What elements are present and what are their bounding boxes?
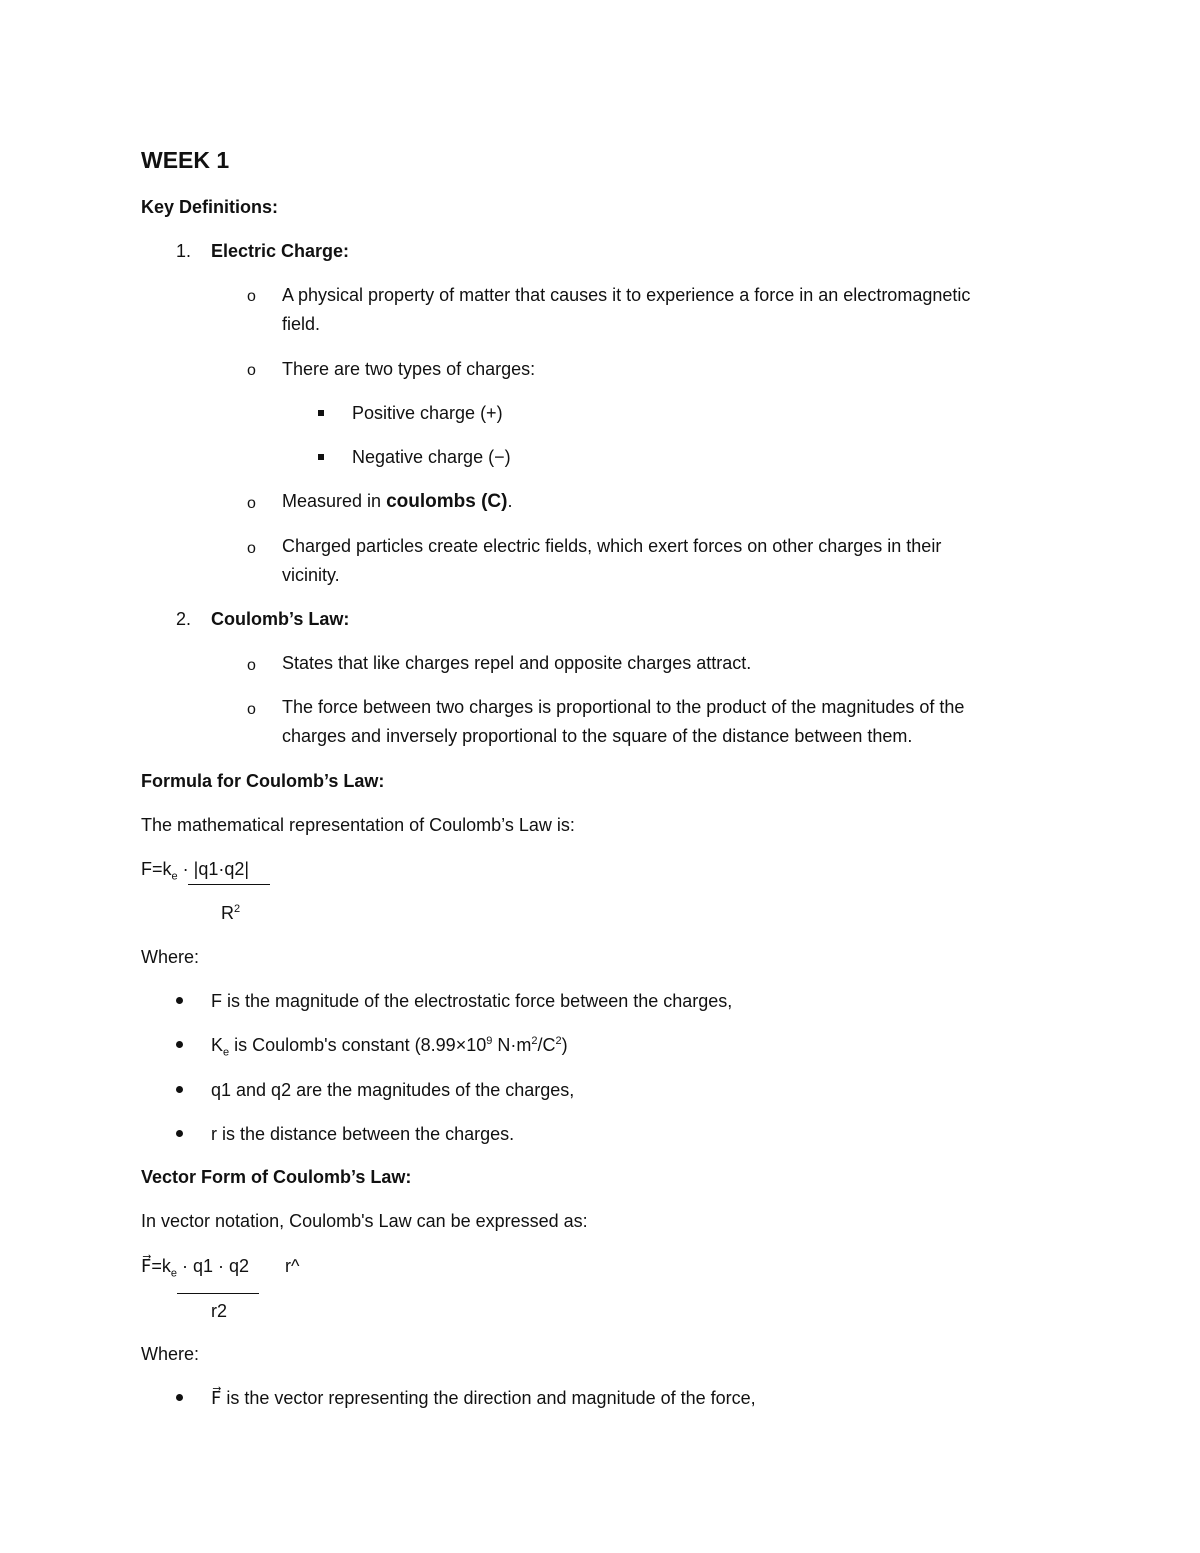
list-number: 1. — [176, 241, 192, 261]
coulomb-formula-denominator: $R^2$ — [221, 903, 241, 923]
list-item: A physical property of matter that causes it to experience a force in an electromagnetic — [282, 285, 971, 305]
list-item-continuation: vicinity. — [282, 565, 340, 585]
bullet-dot-icon — [176, 1394, 183, 1401]
formula-intro: The mathematical representation of Coulomb’s Law is: — [141, 815, 575, 835]
list-item: F is the magnitude of the electrostatic force between the charges, — [211, 991, 733, 1011]
formula-heading: Formula for Coulomb’s Law: — [141, 771, 385, 791]
bullet-marker: o — [247, 288, 256, 305]
list-number: 2. — [176, 609, 192, 629]
fraction-bar — [188, 884, 270, 885]
key-definitions-heading: Key Definitions: — [141, 197, 279, 217]
sub-list-item: Negative charge (−) — [352, 447, 511, 467]
unit-vector-r-hat: r^ — [285, 1256, 300, 1276]
electric-charge-heading: Electric Charge: — [211, 241, 350, 261]
page-title: WEEK 1 — [141, 147, 230, 173]
bullet-dot-icon — [176, 997, 183, 1004]
bullet-dot-icon — [176, 1130, 183, 1137]
list-item: r is the distance between the charges. — [211, 1124, 515, 1144]
list-item-continuation: field. — [282, 314, 321, 334]
bullet-dot-icon — [176, 1086, 183, 1093]
bullet-marker: o — [247, 657, 256, 674]
list-item: F⃗ is the vector representing the direction and magnitude of the force, — [211, 1388, 756, 1408]
coulomb-constant-item: $K_e$ is Coulomb's constant ($8.99\times 10^9$ $N\cdot m^2/C^2$) — [211, 1035, 568, 1059]
vector-form-intro: In vector notation, Coulomb's Law can be expressed as: — [141, 1211, 588, 1231]
vector-form-heading: Vector Form of Coulomb’s Law: — [141, 1167, 412, 1187]
fraction-bar — [177, 1293, 259, 1294]
vector-formula-denominator: r2 — [211, 1301, 228, 1321]
where-label: Where: — [141, 1344, 200, 1364]
bullet-marker: o — [247, 701, 256, 718]
bullet-dot-icon — [176, 1041, 183, 1048]
coulomb-formula-numerator: $F=k_e \cdot |q1\cdot q2|$ — [141, 859, 250, 883]
bullet-marker: o — [247, 495, 256, 512]
vector-formula-numerator: $F⃗=k_e \cdot q1 \cdot q2$ — [141, 1256, 250, 1280]
bullet-marker: o — [247, 540, 256, 557]
list-item-continuation: charges and inversely proportional to the square of the distance between them. — [282, 726, 913, 746]
square-bullet-icon — [318, 454, 324, 460]
list-item: States that like charges repel and opposite charges attract. — [282, 653, 752, 673]
list-item: Charged particles create electric fields, which exert forces on other charges in their — [282, 536, 942, 556]
list-item: There are two types of charges: — [282, 359, 536, 379]
list-item: The force between two charges is proportional to the product of the magnitudes of the — [282, 697, 965, 717]
bullet-marker: o — [247, 362, 256, 379]
sub-list-item: Positive charge (+) — [352, 403, 503, 423]
square-bullet-icon — [318, 410, 324, 416]
list-item: Measured in coulombs (C). — [282, 491, 513, 512]
where-label: Where: — [141, 947, 200, 967]
coulombs-law-heading: Coulomb’s Law: — [211, 609, 350, 629]
list-item: q1 and q2 are the magnitudes of the charges, — [211, 1080, 575, 1100]
